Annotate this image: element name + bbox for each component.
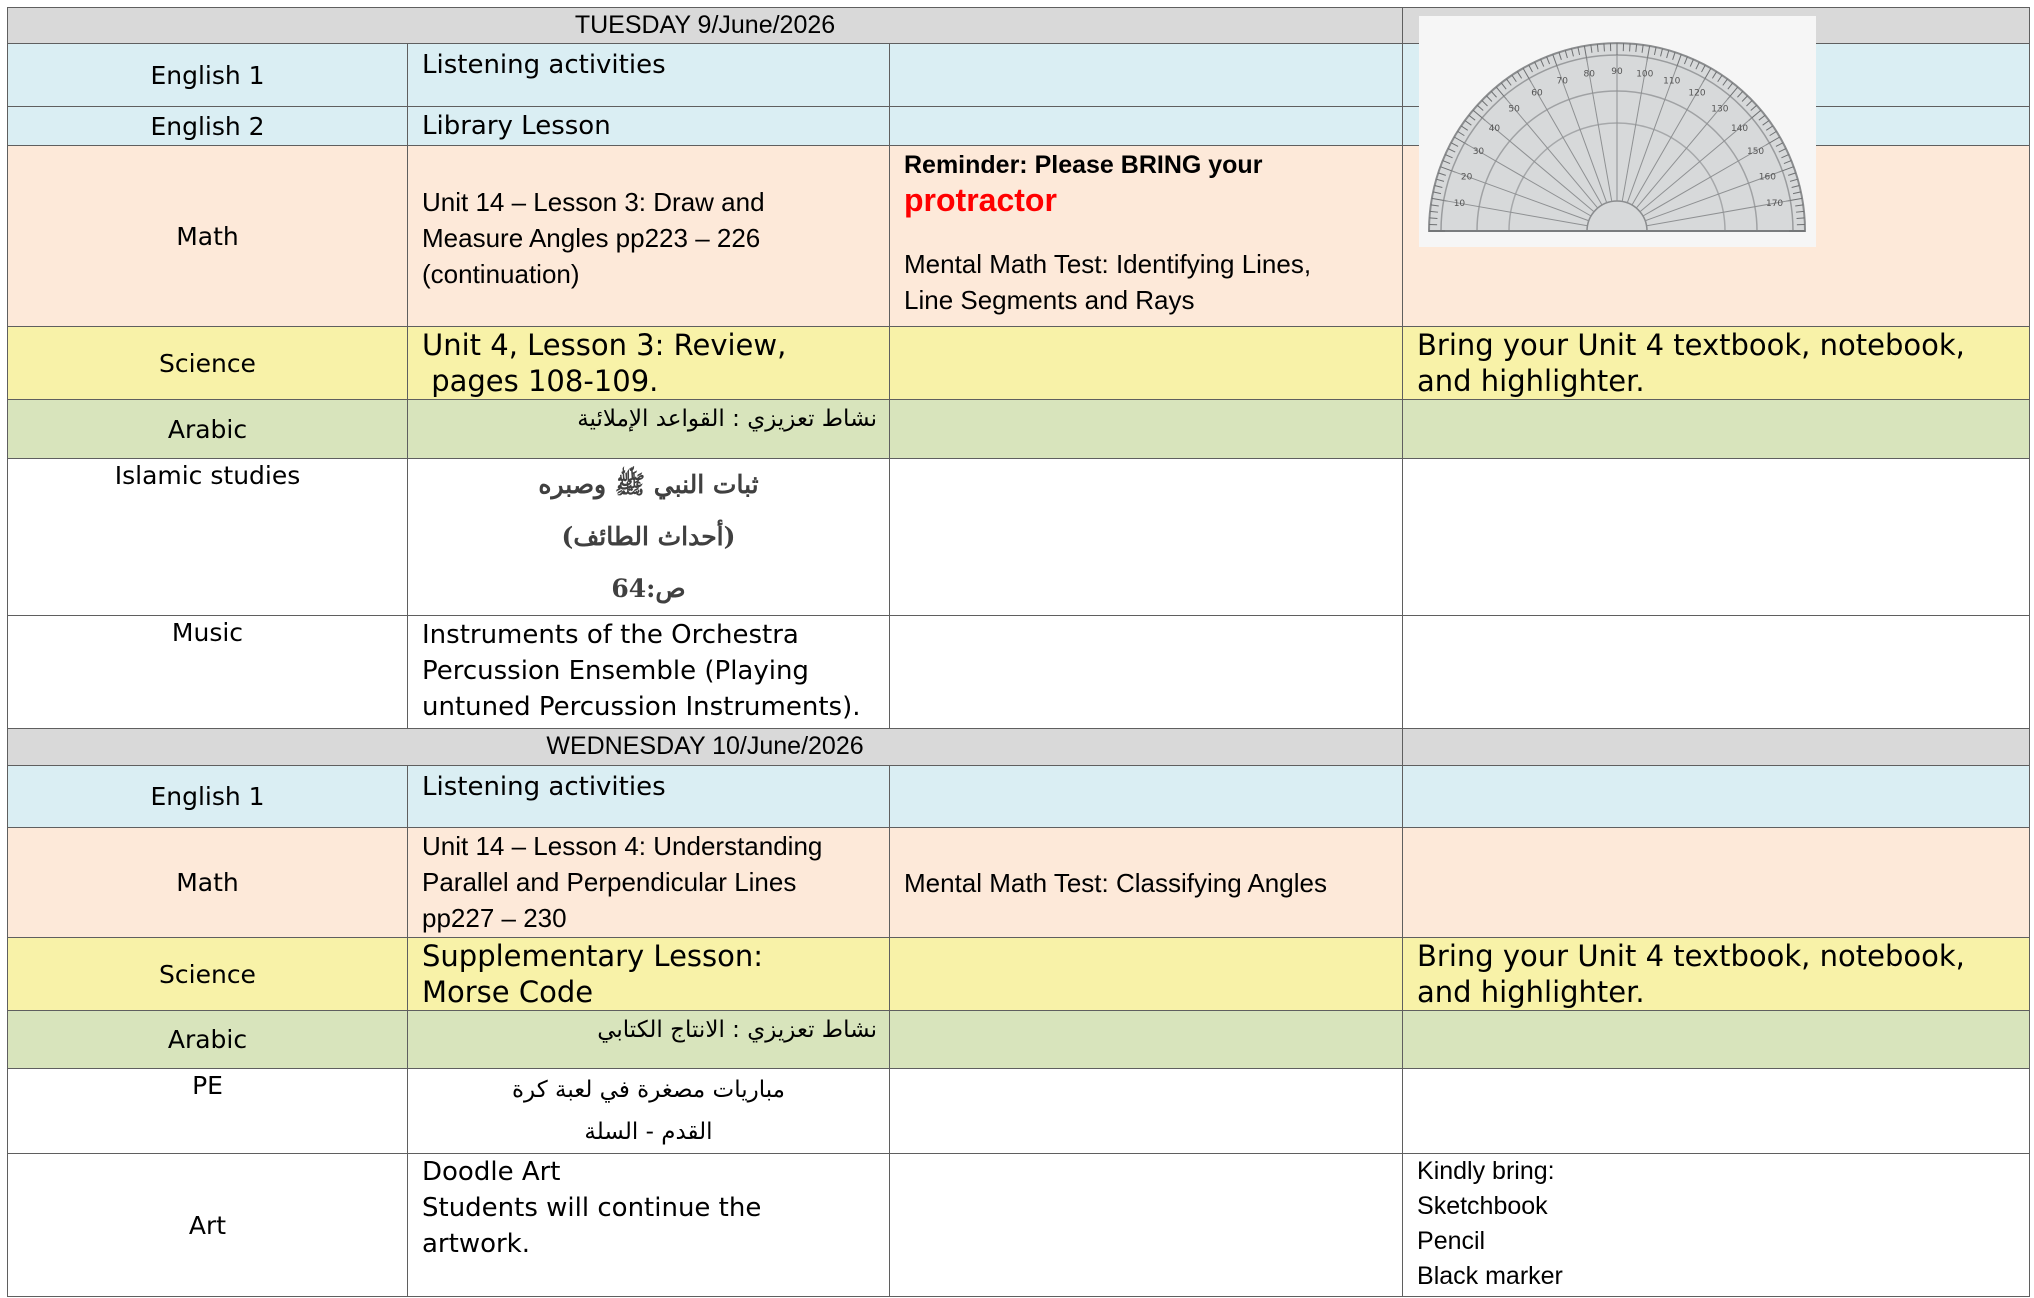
row-science [8,327,2030,400]
row-math [8,828,2030,938]
extra-cell [1403,828,2030,938]
day-title: TUESDAY 9/June/2026 [8,8,1403,44]
notes-cell [890,1011,1403,1069]
lesson-line: Unit 4, Lesson 3: Review, [422,328,787,362]
protractor-image [1419,16,1816,247]
protractor-scale-label: 50 [1508,104,1520,115]
protractor-tick [1630,43,1631,51]
lesson-line: Measure Angles pp223 – 226 [422,222,761,253]
lesson-cell [408,327,890,400]
notes-cell [890,44,1403,107]
subject-cell: Arabic [8,400,408,459]
notes-line: Line Segments and Rays [904,285,1195,315]
lesson-line: Morse Code [422,975,594,1009]
lesson-cell [408,616,890,729]
lesson-line: pp227 – 230 [422,903,567,933]
extra-cell: Bring your Unit 4 textbook, notebook, and highlighter. [1403,938,2030,1011]
extra-cell [1403,400,2030,459]
day-title: WEDNESDAY 10/June/2026 [8,729,1403,766]
lesson-line: ثبات النبي ﷺ وصبره [538,470,759,499]
lesson-cell [408,938,890,1011]
lesson-cell: Listening activities [408,44,890,107]
row-pe [8,1069,2030,1154]
lesson-line: Doodle Art [422,1157,561,1187]
subject-cell: English 2 [8,107,408,146]
lesson-cell [408,1154,890,1297]
protractor-icon [1419,16,1816,247]
notes-cell [890,616,1403,729]
protractor-scale-label: 70 [1556,76,1569,87]
protractor-scale-label: 100 [1636,69,1654,80]
notes-cell [890,938,1403,1011]
notes-cell [890,459,1403,616]
protractor-tick [1604,43,1605,51]
lesson-cell [408,146,890,327]
row-science [8,938,2030,1011]
subject-cell: PE [8,1069,408,1154]
extra-cell [1403,459,2030,616]
protractor-scale-label: 30 [1472,147,1485,157]
protractor-scale-label: 110 [1663,76,1681,87]
row-art [8,1154,2030,1297]
notes-cell [890,146,1403,327]
notes-cell [890,107,1403,146]
lesson-line: (أحداث الطائف) [561,522,736,551]
subject-cell: English 1 [8,44,408,107]
subject-cell: Math [8,146,408,327]
row-arabic [8,400,2030,459]
extra-cell [1403,1154,2030,1297]
protractor-scale-label: 40 [1488,124,1501,135]
row-islamic-studies [8,459,2030,616]
protractor-scale-label: 120 [1688,88,1706,99]
extra-line: Kindly bring: [1417,1157,1555,1185]
reminder-text: Reminder: Please BRING your [904,151,1263,179]
protractor-scale-label: 170 [1765,199,1784,210]
lesson-cell [408,459,890,616]
subject-cell: English 1 [8,766,408,828]
extra-cell: Bring your Unit 4 textbook, notebook, and highlighter. [1403,327,2030,400]
lesson-line: القدم - السلة [584,1119,713,1145]
extra-line: Pencil [1417,1227,1486,1255]
subject-cell: Science [8,938,408,1011]
subject-cell: Islamic studies [8,459,408,616]
extra-line: Black marker [1417,1262,1563,1290]
lesson-line: untuned Percussion Instruments). [422,692,861,722]
protractor-scale-label: 10 [1453,199,1466,210]
extra-cell [1403,1069,2030,1154]
day-header-blank [1403,729,2030,766]
lesson-line: (continuation) [422,258,580,289]
lesson-cell: نشاط تعزيزي : القواعد الإملائية [408,400,890,459]
lesson-cell [408,1069,890,1154]
extra-cell [1403,766,2030,828]
lesson-line: Unit 14 – Lesson 4: Understanding [422,831,823,861]
protractor-scale-label: 160 [1758,172,1776,183]
protractor-scale-label: 130 [1711,104,1729,115]
notes-cell [890,1154,1403,1297]
day-header-wednesday [8,729,2030,766]
lesson-line: Percussion Ensemble (Playing [422,656,809,686]
subject-cell: Art [8,1154,408,1297]
lesson-line: Parallel and Perpendicular Lines [422,867,797,897]
lesson-line: Supplementary Lesson: [422,939,764,973]
row-english-1 [8,766,2030,828]
notes-cell [890,327,1403,400]
lesson-cell: Listening activities [408,766,890,828]
extra-cell [1403,1011,2030,1069]
lesson-cell [408,828,890,938]
subject-cell: Math [8,828,408,938]
protractor-scale-label: 20 [1460,172,1473,183]
subject-cell: Science [8,327,408,400]
row-music [8,616,2030,729]
lesson-cell: نشاط تعزيزي : الانتاج الكتابي [408,1011,890,1069]
extra-line: Sketchbook [1417,1192,1548,1220]
lesson-line: Unit 14 – Lesson 3: Draw and [422,186,765,217]
extra-cell [1403,616,2030,729]
lesson-line: مباريات مصغرة في لعبة كرة [511,1077,785,1103]
subject-cell: Music [8,616,408,729]
subject-cell: Arabic [8,1011,408,1069]
lesson-line: Students will continue the artwork. [422,1193,762,1259]
protractor-tick [1429,218,1437,219]
reminder-item: protractor [904,182,1057,218]
protractor-tick [1797,218,1805,219]
notes-cell [890,1069,1403,1154]
notes-line: Mental Math Test: Identifying Lines, [904,249,1312,279]
row-arabic [8,1011,2030,1069]
protractor-scale-label: 150 [1746,147,1765,157]
lesson-line: ص:64 [611,574,686,603]
notes-cell: Mental Math Test: Classifying Angles [890,828,1403,938]
protractor-scale-label: 80 [1583,69,1595,80]
notes-cell [890,766,1403,828]
lesson-line: Instruments of the Orchestra [422,620,799,650]
protractor-scale-label: 60 [1531,88,1543,99]
lesson-line: pages 108-109. [422,364,659,398]
lesson-cell: Library Lesson [408,107,890,146]
protractor-scale-label: 90 [1611,67,1623,77]
notes-cell [890,400,1403,459]
protractor-scale-label: 140 [1730,124,1749,135]
